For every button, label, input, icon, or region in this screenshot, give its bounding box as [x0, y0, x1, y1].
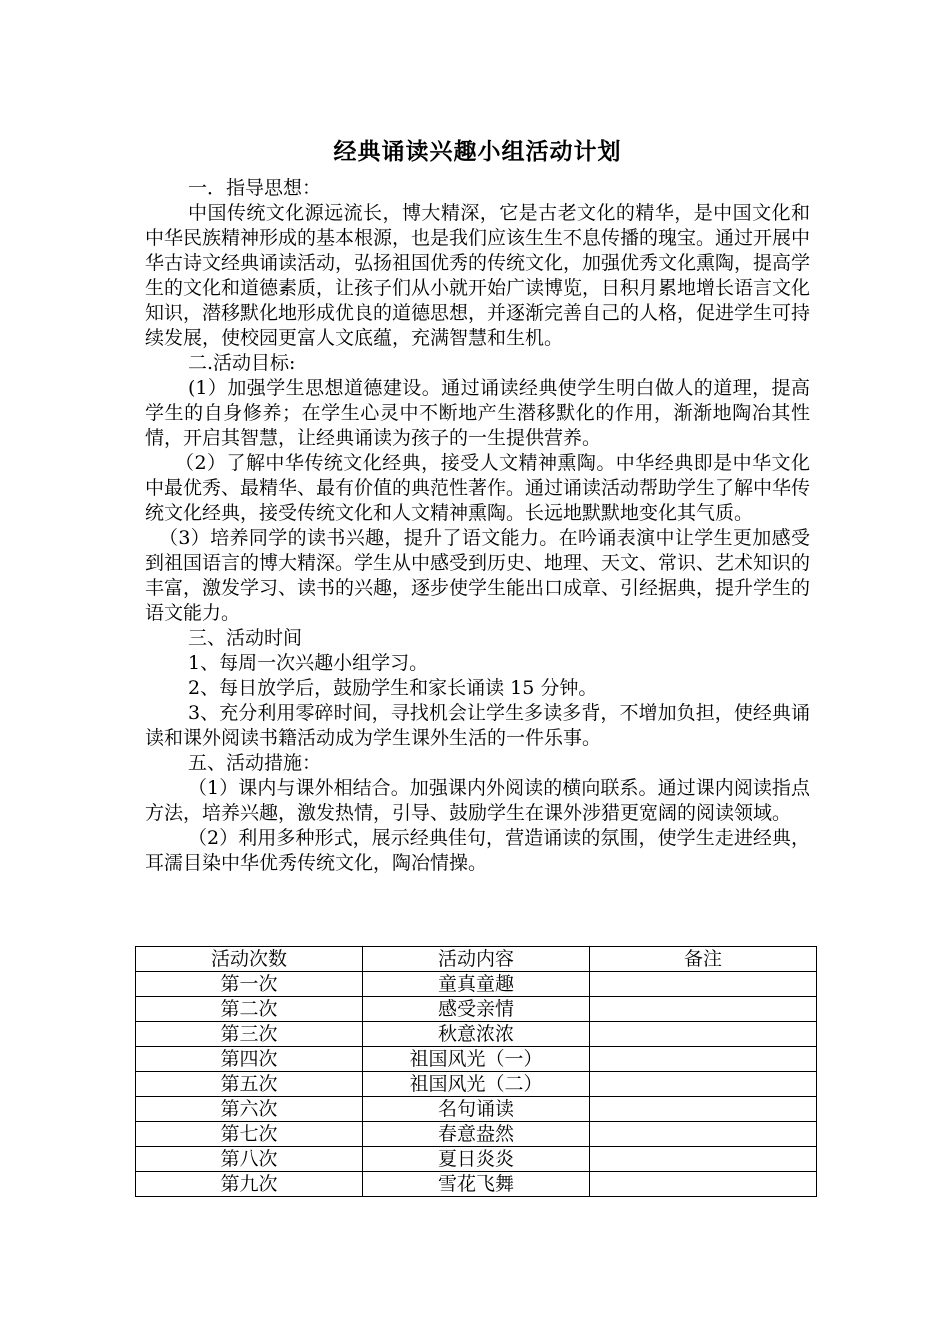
cell-content: 感受亲情 [363, 997, 590, 1022]
cell-remarks [590, 972, 817, 997]
table-row [136, 972, 817, 997]
section-heading-measures: 五、活动措施： [188, 752, 322, 774]
paragraph-goal-3: （3）培养同学的读书兴趣，提升了语文能力。在吟诵表演中让学生更加感受到祖国语言的博大精深。学生从中感受到历史、地理、天文、常识、艺术知识的丰富，激发学习、读书的兴趣，逐步使学生能出口成章、引经据典，提升学生的语文能力。 [145, 527, 811, 624]
table-row [136, 1072, 817, 1097]
cell-session: 第六次 [136, 1097, 363, 1122]
table-row [136, 1022, 817, 1047]
cell-remarks [590, 1047, 817, 1072]
table-row [136, 997, 817, 1022]
cell-remarks [590, 1172, 817, 1197]
header-session: 活动次数 [136, 947, 363, 972]
section-heading-guiding-thought: 一．指导思想： [188, 177, 322, 199]
cell-session: 第九次 [136, 1172, 363, 1197]
cell-content: 名句诵读 [363, 1097, 590, 1122]
table-row [136, 1047, 817, 1072]
cell-content: 童真童趣 [363, 972, 590, 997]
paragraph-measure-2: （2）利用多种形式，展示经典佳句，营造诵读的氛围，使学生走进经典，耳濡目染中华优秀传统文化，陶冶情操。 [145, 827, 810, 874]
cell-session: 第五次 [136, 1072, 363, 1097]
paragraph-goal-1: (1）加强学生思想道德建设。通过诵读经典使学生明白做人的道理，提高学生的自身修养；在学生心灵中不断地产生潜移默化的作用，渐渐地陶冶其性情，开启其智慧，让经典诵读为孩子的一生提供营养。 [145, 377, 810, 449]
table-header-row [136, 947, 817, 972]
cell-remarks [590, 997, 817, 1022]
cell-content: 春意盎然 [363, 1122, 590, 1147]
cell-session: 第二次 [136, 997, 363, 1022]
cell-content: 夏日炎炎 [363, 1147, 590, 1172]
header-content: 活动内容 [363, 947, 590, 972]
cell-remarks [590, 1122, 817, 1147]
section-heading-time: 三、活动时间 [188, 627, 303, 649]
cell-remarks [590, 1147, 817, 1172]
cell-remarks [590, 1097, 817, 1122]
cell-content: 祖国风光（二） [363, 1072, 590, 1097]
cell-session: 第七次 [136, 1122, 363, 1147]
cell-content: 雪花飞舞 [363, 1172, 590, 1197]
cell-content: 秋意浓浓 [363, 1022, 590, 1047]
table-row [136, 1122, 817, 1147]
paragraph-measure-1: （1）课内与课外相结合。加强课内外阅读的横向联系。通过课内阅读指点方法，培养兴趣，激发热情，引导、鼓励学生在课外涉猎更宽阔的阅读领域。 [145, 777, 810, 824]
paragraph-time-1: 1、每周一次兴趣小组学习。 [188, 652, 429, 674]
cell-content: 祖国风光（一） [363, 1047, 590, 1072]
document-title: 经典诵读兴趣小组活动计划 [333, 138, 622, 165]
paragraph-time-3: 3、充分利用零碎时间，寻找机会让学生多读多背，不增加负担，使经典诵读和课外阅读书籍活动成为学生课外生活的一件乐事。 [145, 702, 810, 749]
activity-schedule-table [135, 946, 817, 1197]
paragraph-goal-2: （2）了解中华传统文化经典，接受人文精神熏陶。中华经典即是中华文化中最优秀、最精华、最有价值的典范性著作。通过诵读活动帮助学生了解中华传统文化经典，接受传统文化和人文精神熏陶。长远地默默地变化其气质。 [145, 452, 811, 524]
paragraph-time-2: 2、每日放学后，鼓励学生和家长诵读 15 分钟。 [188, 677, 598, 699]
table-row [136, 1097, 817, 1122]
document-body [145, 132, 810, 876]
cell-session: 第八次 [136, 1147, 363, 1172]
header-remarks: 备注 [590, 947, 817, 972]
cell-session: 第四次 [136, 1047, 363, 1072]
cell-remarks [590, 1022, 817, 1047]
section-heading-goals: 二.活动目标: [188, 352, 296, 374]
cell-session: 第三次 [136, 1022, 363, 1047]
paragraph-guiding-thought: 中国传统文化源远流长，博大精深，它是古老文化的精华，是中国文化和中华民族精神形成的基本根源，也是我们应该生生不息传播的瑰宝。通过开展中华古诗文经典诵读活动，弘扬祖国优秀的传统文化，加强优秀文化熏陶，提高学生的文化和道德素质，让孩子们从小就开始广读博览，日积月累地增长语言文化知识，潜移默化地形成优良的道德思想，并逐渐完善自己的人格，促进学生可持续发展，使校园更富人文底蕴，充满智慧和生机。 [145, 202, 811, 349]
table-row [136, 1172, 817, 1197]
cell-remarks [590, 1072, 817, 1097]
table-row [136, 1147, 817, 1172]
cell-session: 第一次 [136, 972, 363, 997]
